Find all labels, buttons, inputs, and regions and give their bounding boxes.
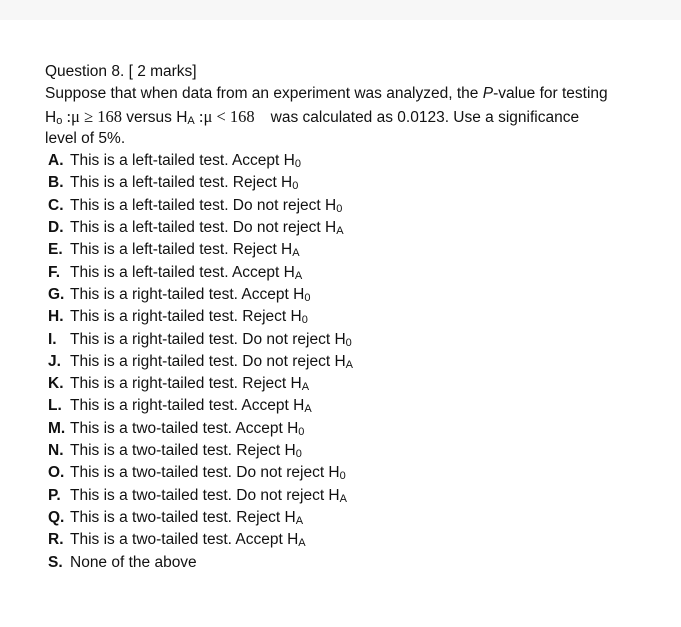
option-item[interactable] bbox=[48, 418, 670, 440]
option-text: This is a left-tailed test. Accept H bbox=[70, 152, 295, 170]
option-text: This is a left-tailed test. Accept H bbox=[70, 263, 295, 281]
option-letter: B. bbox=[48, 174, 64, 192]
option-subscript: A bbox=[339, 492, 347, 505]
option-item[interactable] bbox=[48, 440, 670, 462]
option-letter: P. bbox=[48, 486, 61, 504]
ha-sub: A bbox=[187, 114, 195, 127]
option-letter: J. bbox=[48, 352, 61, 370]
option-text: This is a right-tailed test. Do not reject H bbox=[70, 352, 346, 370]
option-text: This is a left-tailed test. Do not reject H bbox=[70, 196, 337, 214]
option-subscript: A bbox=[295, 514, 304, 527]
option-subscript: A bbox=[292, 247, 300, 260]
option-item[interactable] bbox=[48, 262, 670, 284]
option-text: This is a two-tailed test. Reject H bbox=[70, 442, 296, 460]
option-letter: C. bbox=[48, 196, 64, 214]
option-text: None of the above bbox=[70, 553, 197, 571]
option-text: This is a two-tailed test. Do not reject H bbox=[70, 464, 340, 482]
option-subscript: A bbox=[294, 269, 303, 282]
h0-sub: o bbox=[56, 114, 63, 127]
option-letter: E. bbox=[48, 241, 63, 259]
option-letter: K. bbox=[48, 375, 64, 393]
option-letter: M. bbox=[48, 419, 66, 437]
option-text: This is a right-tailed test. Reject H bbox=[70, 375, 302, 393]
option-text: This is a left-tailed test. Reject H bbox=[70, 241, 293, 259]
option-text: This is a left-tailed test. Reject H bbox=[70, 174, 293, 192]
option-text: This is a two-tailed test. Accept H bbox=[70, 419, 299, 437]
option-subscript: A bbox=[301, 381, 310, 394]
option-letter: R. bbox=[48, 531, 64, 549]
intro-text: Suppose that when data from an experiment was analyzed, the bbox=[45, 85, 483, 103]
intro-tail: -value for testing bbox=[493, 85, 608, 103]
option-subscript: 0 bbox=[294, 158, 301, 171]
option-letter: L. bbox=[48, 397, 62, 415]
top-strip bbox=[0, 0, 681, 20]
option-subscript: A bbox=[304, 403, 312, 416]
option-item[interactable] bbox=[48, 329, 670, 351]
option-letter: A. bbox=[48, 152, 64, 170]
option-letter: F. bbox=[48, 263, 61, 281]
option-subscript: A bbox=[336, 225, 344, 238]
option-subscript: 0 bbox=[298, 425, 305, 438]
option-subscript: 0 bbox=[301, 314, 308, 327]
versus-text: versus bbox=[121, 108, 177, 126]
option-subscript: 0 bbox=[339, 470, 346, 483]
option-item[interactable] bbox=[48, 395, 670, 417]
option-item[interactable] bbox=[48, 217, 670, 239]
option-item[interactable] bbox=[48, 306, 670, 328]
option-text: This is a right-tailed test. Accept H bbox=[70, 285, 305, 303]
option-letter: N. bbox=[48, 442, 64, 460]
significance-level: level of 5%. bbox=[45, 129, 126, 147]
ha-expression: :μ < 168 bbox=[194, 106, 255, 126]
option-subscript: 0 bbox=[336, 202, 343, 215]
option-list bbox=[48, 150, 670, 574]
h0-expression: :μ ≥ 168 bbox=[62, 106, 122, 126]
option-text: This is a right-tailed test. Do not reject H bbox=[70, 330, 346, 348]
option-item[interactable] bbox=[48, 507, 670, 529]
option-item[interactable] bbox=[48, 239, 670, 261]
option-letter: O. bbox=[48, 464, 65, 482]
option-item[interactable] bbox=[48, 172, 670, 194]
option-item[interactable] bbox=[48, 195, 670, 217]
option-text: This is a two-tailed test. Reject H bbox=[70, 508, 296, 526]
ha-symbol: H bbox=[176, 108, 188, 126]
option-letter: G. bbox=[48, 285, 65, 303]
option-item[interactable] bbox=[48, 373, 670, 395]
option-text: This is a two-tailed test. Accept H bbox=[70, 531, 299, 549]
option-text: This is a two-tailed test. Do not reject H bbox=[70, 486, 340, 504]
question-intro bbox=[45, 83, 670, 105]
option-item[interactable] bbox=[48, 351, 670, 373]
calc-text: was calculated as 0.0123. Use a significance bbox=[270, 108, 580, 126]
question-title: Question 8. [ 2 marks] bbox=[45, 63, 197, 80]
option-letter: D. bbox=[48, 219, 64, 237]
option-letter: S. bbox=[48, 553, 63, 571]
option-subscript: 0 bbox=[345, 336, 352, 349]
option-item[interactable] bbox=[48, 284, 670, 306]
option-item[interactable] bbox=[48, 552, 670, 574]
option-item[interactable] bbox=[48, 485, 670, 507]
question-block bbox=[45, 61, 670, 574]
option-subscript: 0 bbox=[304, 291, 311, 304]
option-letter: H. bbox=[48, 308, 64, 326]
hypotheses-line bbox=[45, 106, 670, 128]
option-letter: Q. bbox=[48, 508, 65, 526]
option-text: This is a right-tailed test. Accept H bbox=[70, 397, 305, 415]
option-text: This is a right-tailed test. Reject H bbox=[70, 308, 302, 326]
h0-symbol: H bbox=[45, 108, 57, 126]
option-subscript: 0 bbox=[295, 448, 302, 461]
option-item[interactable] bbox=[48, 529, 670, 551]
option-subscript: 0 bbox=[292, 180, 299, 193]
p-italic: P bbox=[482, 85, 494, 103]
option-item[interactable] bbox=[48, 150, 670, 172]
option-subscript: A bbox=[345, 358, 354, 371]
option-subscript: A bbox=[298, 537, 306, 550]
option-text: This is a left-tailed test. Do not reject H bbox=[70, 219, 337, 237]
option-item[interactable] bbox=[48, 462, 670, 484]
option-letter: I. bbox=[48, 330, 57, 348]
